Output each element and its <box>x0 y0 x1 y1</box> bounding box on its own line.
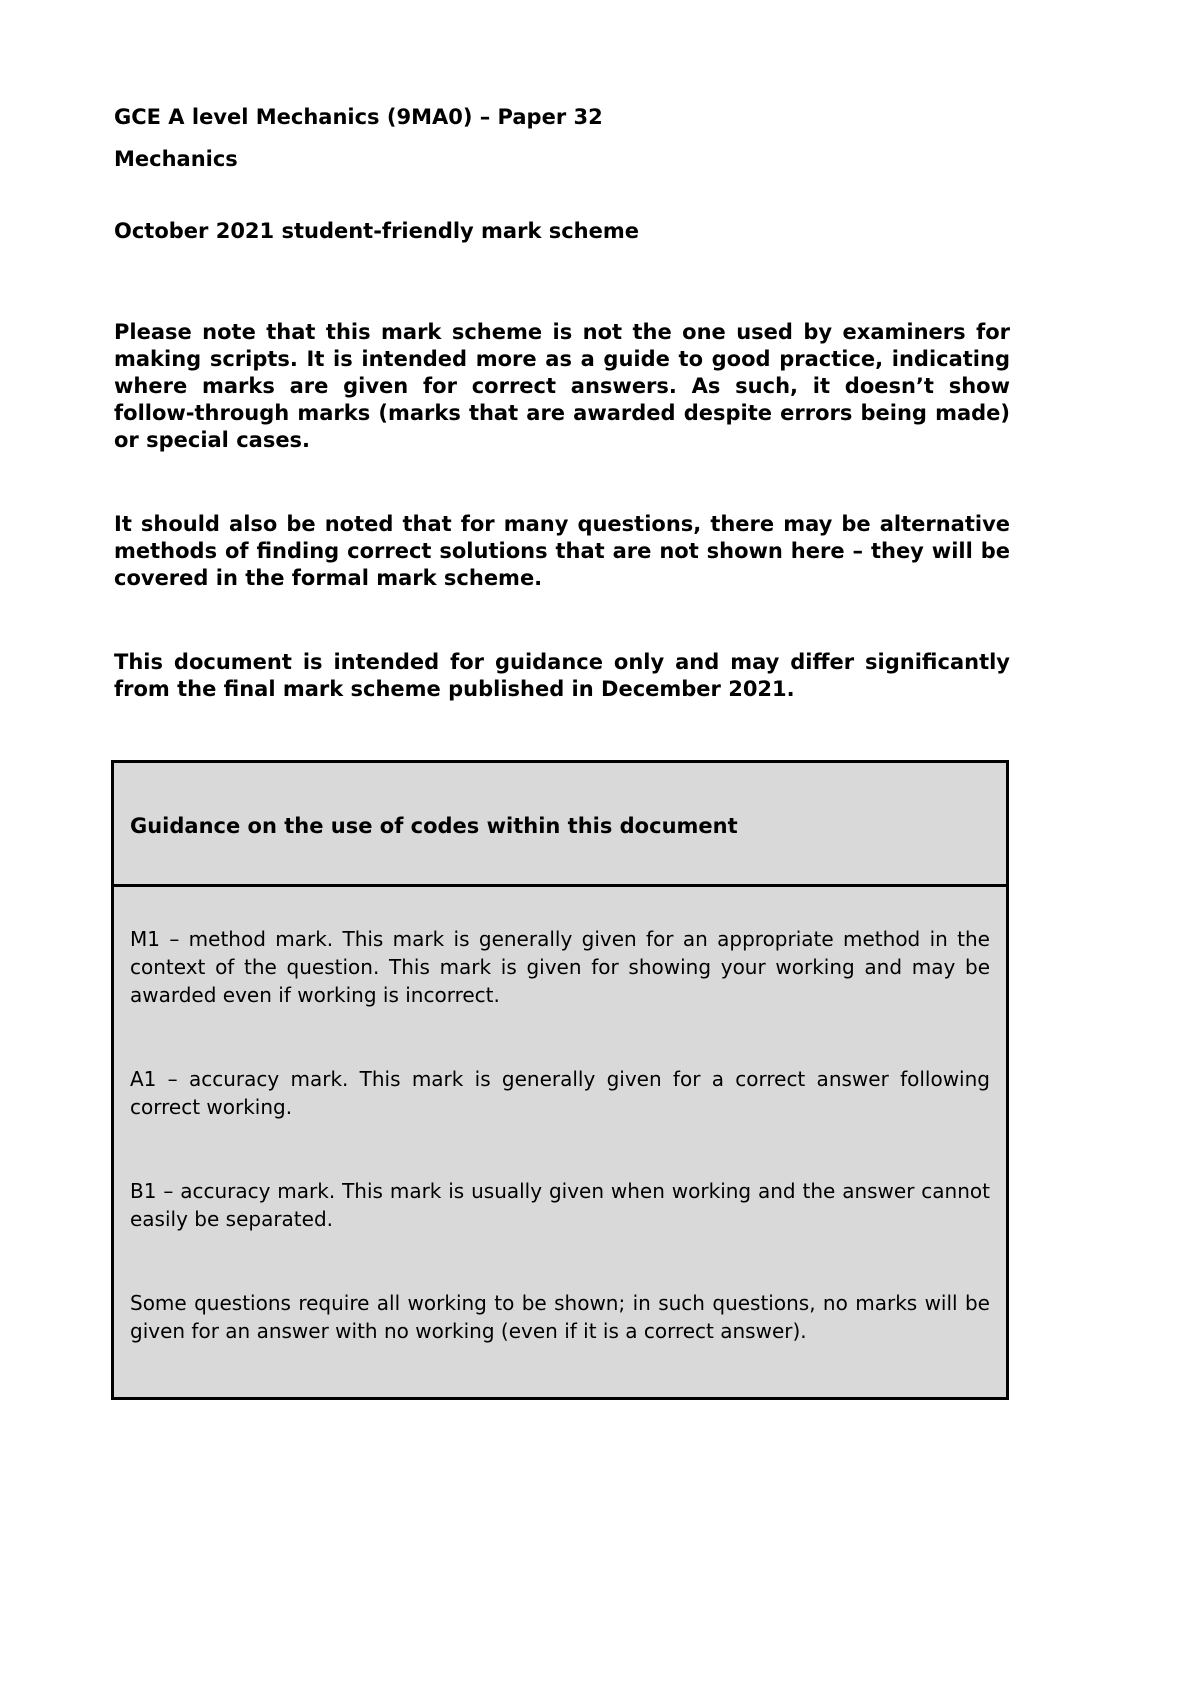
intro-paragraph-1: Please note that this mark scheme is not the one used by examiners for making scripts. It is intended more as a guide to good practice, indicating where marks are given for correct answers. As such, it doesn’t show follow-through marks (marks that are awarded despite errors being made) or special cases. <box>114 320 1010 452</box>
intro-paragraph-3: This document is intended for guidance only and may differ significantly from the final mark scheme published in December 2021. <box>114 650 1010 701</box>
guidance-codes-box <box>111 760 1009 1400</box>
guidance-item-b1: B1 – accuracy mark. This mark is usually given when working and the answer cannot easily be separated. <box>130 1179 990 1231</box>
document-subject: Mechanics <box>114 147 238 171</box>
guidance-item-m1: M1 – method mark. This mark is generally given for an appropriate method in the context of the question. This mark is given for showing your working and may be awarded even if working is incorrect. <box>130 927 990 1007</box>
intro-paragraph-2: It should also be noted that for many questions, there may be alternative methods of finding correct solutions that are not shown here – they will be covered in the formal mark scheme. <box>114 512 1010 590</box>
guidance-item-a1: A1 – accuracy mark. This mark is generally given for a correct answer following correct working. <box>130 1067 990 1119</box>
guidance-box-body <box>114 887 1006 1345</box>
mark-scheme-title: October 2021 student-friendly mark scheme <box>114 219 639 243</box>
document-title: GCE A level Mechanics (9MA0) – Paper 32 <box>114 105 603 129</box>
guidance-box-header: Guidance on the use of codes within this document <box>114 763 1006 887</box>
guidance-item-working-required: Some questions require all working to be shown; in such questions, no marks will be given for an answer with no working (even if it is a correct answer). <box>130 1291 990 1343</box>
